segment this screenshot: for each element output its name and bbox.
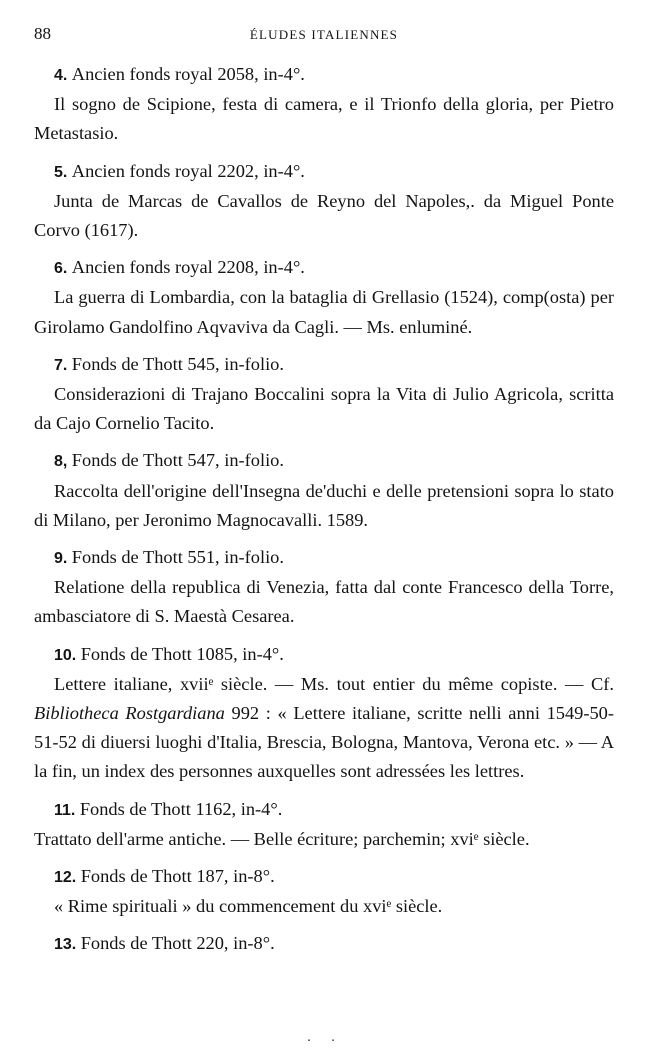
entry-description: Junta de Marcas de Cavallos de Reyno del Napoles,. da Miguel Ponte Corvo (1617). xyxy=(34,190,614,241)
entry-heading-text: Fonds de Thott 1085, in-4°. xyxy=(80,643,284,664)
entry-description: Trattato dell'arme antiche. — Belle écriture; parchemin; xviᵉ siècle. xyxy=(34,828,530,849)
entry-heading: 13. Fonds de Thott 220, in-8°. xyxy=(54,933,275,954)
entry-heading-text: Ancien fonds royal 2202, in-4°. xyxy=(71,160,305,181)
manuscript-list xyxy=(34,60,614,968)
entry-heading: 10. Fonds de Thott 1085, in-4°. xyxy=(54,643,284,664)
entry-heading: 9. Fonds de Thott 551, in-folio. xyxy=(54,547,284,568)
entry-number: 13 xyxy=(54,936,72,954)
entry-12 xyxy=(34,862,614,921)
entry-heading-text: Fonds de Thott 545, in-folio. xyxy=(71,353,284,374)
entry-number: 7 xyxy=(54,356,63,374)
entry-description: La guerra di Lombardia, con la bataglia di Grellasio (1524), comp(osta) per Girolamo Gandolfino Aqvaviva da Cagli. — Ms. enluminé. xyxy=(34,287,614,337)
entry-description: Il sogno de Scipione, festa di camera, e il Trionfo della gloria, per Pietro Metastasio. xyxy=(34,94,614,144)
entry-heading: 6. Ancien fonds royal 2208, in-4°. xyxy=(54,257,305,278)
footer-ornament: · · xyxy=(306,1034,344,1049)
entry-heading: 5. Ancien fonds royal 2202, in-4°. xyxy=(54,160,305,181)
entry-heading-text: Fonds de Thott 1162, in-4°. xyxy=(79,798,283,819)
entry-description: Considerazioni di Trajano Boccalini sopra la Vita di Julio Agricola, scritta da Cajo Cornelio Tacito. xyxy=(34,384,614,434)
entry-heading-text: Ancien fonds royal 2208, in-4°. xyxy=(71,257,305,278)
entry-number: 8 xyxy=(54,453,63,471)
entry-heading-text: Fonds de Thott 220, in-8°. xyxy=(80,933,275,954)
entry-number: 10 xyxy=(54,646,72,664)
entry-7 xyxy=(34,350,614,439)
entry-heading-text: Fonds de Thott 547, in-folio. xyxy=(71,450,284,471)
entry-number: 6 xyxy=(54,260,63,278)
entry-description-part: Lettere italiane, xviiᵉ siècle. — Ms. tout entier du même copiste. — Cf. xyxy=(54,673,614,694)
entry-heading: 4. Ancien fonds royal 2058, in-4°. xyxy=(54,64,305,84)
entry-13 xyxy=(34,929,614,959)
entry-5 xyxy=(34,157,614,246)
entry-number: 5 xyxy=(54,163,63,181)
entry-8 xyxy=(34,446,614,535)
entry-number: 4 xyxy=(54,67,63,84)
entry-9 xyxy=(34,543,614,632)
entry-number: 11 xyxy=(54,801,71,819)
entry-description-part: 992 : « Lettere italiane, scritte nelli anni 1549-50-51-52 di diuersi luoghi d'Italia, Brescia, Bologna, Mantova, Verona etc. » — A la fin, un index des personnes auxquelles sont adressées les lettres. xyxy=(34,703,614,782)
entry-description: Relatione della republica di Venezia, fatta dal conte Francesco della Torre, ambasciatore di S. Maestà Cesarea. xyxy=(34,577,614,627)
entry-10 xyxy=(34,640,614,787)
entry-description: Raccolta dell'origine dell'Insegna de'duchi e delle pretensioni sopra lo stato di Milano, per Jeronimo Magnocavalli. 1589. xyxy=(34,480,614,530)
entry-11 xyxy=(34,795,614,854)
entry-number: 9 xyxy=(54,550,63,568)
entry-heading: 11. Fonds de Thott 1162, in-4°. xyxy=(54,798,283,819)
entry-number: 12 xyxy=(54,869,72,887)
entry-6 xyxy=(34,253,614,342)
running-title: ÉLUDES ITALIENNES xyxy=(249,27,399,42)
entry-4 xyxy=(34,60,614,149)
entry-heading-text: Ancien fonds royal 2058, in-4°. xyxy=(71,64,305,84)
entry-heading: 12. Fonds de Thott 187, in-8°. xyxy=(54,866,275,887)
page-header xyxy=(34,24,614,48)
entry-heading-text: Fonds de Thott 187, in-8°. xyxy=(80,866,275,887)
page-number: 88 xyxy=(34,24,51,43)
entry-heading-text: Fonds de Thott 551, in-folio. xyxy=(71,547,284,568)
entry-heading: 7. Fonds de Thott 545, in-folio. xyxy=(54,353,284,374)
cited-work-title: Bibliotheca Rostgardiana xyxy=(34,703,225,724)
entry-heading: 8, Fonds de Thott 547, in-folio. xyxy=(54,450,284,471)
entry-description: « Rime spirituali » du commencement du xviᵉ siècle. xyxy=(54,896,443,917)
entry-description xyxy=(34,670,614,787)
